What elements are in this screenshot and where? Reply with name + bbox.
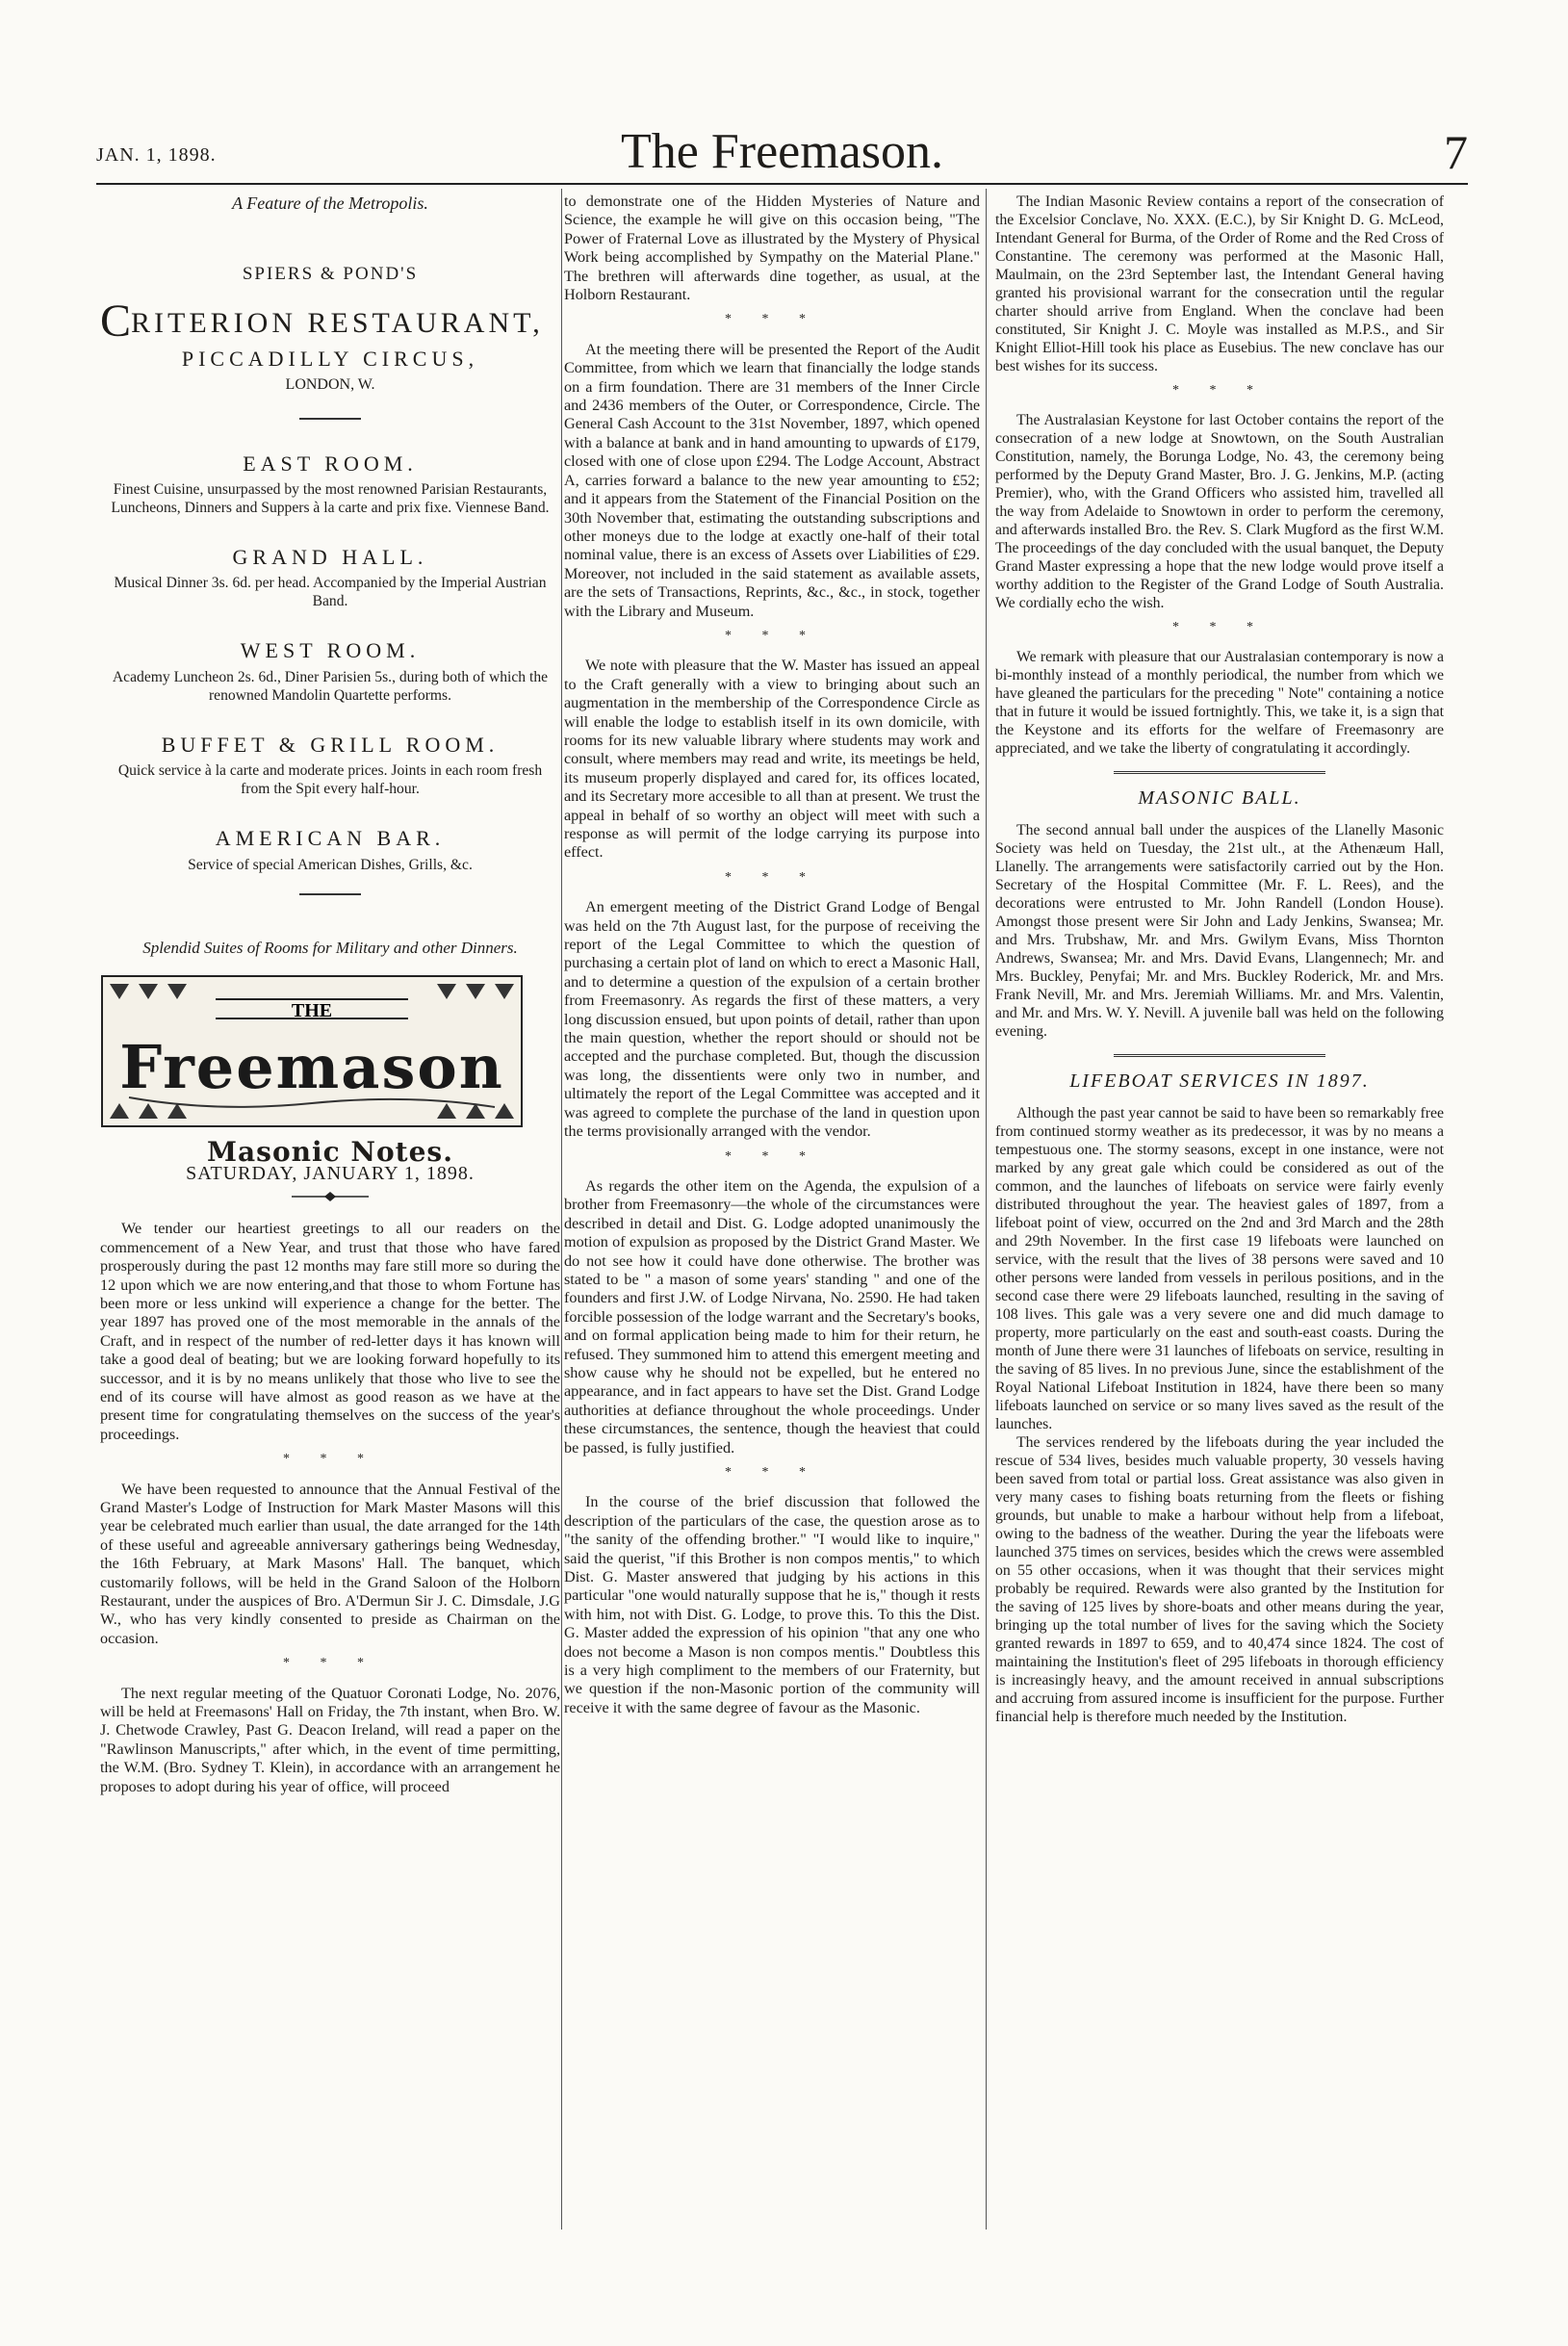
note-paragraph: An emergent meeting of the District Grand Lodge of Bengal was held on the 7th August last, for the purpose of receiving the report of the Legal Committee to which the question of purchasing a certain plot of land on which to erect a Masonic Hall, and to determine a question of the expulsion of a certain brother from Freemasonry. As regards the first of these matters, a very long discussion ensued, but upon points of detail, rather than upon the main question, whether the report should or should not be accepted and the purchase completed. But, though the discussion was long, the dissentients were only two in number, and ultimately the report of the Legal Committee was accepted and it was agreed to complete the purchase of the land in question upon the terms provisionally arranged with the vendor.: [564, 898, 980, 1141]
advert-proprietors: SPIERS & POND'S: [242, 264, 419, 285]
note-paragraph: The next regular meeting of the Quatuor Coronati Lodge, No. 2076, will be held at Freemasons' Hall on Friday, the 7th instant, when Bro. W. J. Chetwode Crawley, Past G. Deacon Ireland, will read a paper on the "Rawlinson Manuscripts," after which, in the event of time permitting, the W.M. (Bro. Sydney T. Klein), in accordance with an arrangement he proposes to adopt during his year of office, will proceed: [100, 1684, 560, 1795]
room-desc: Academy Luncheon 2s. 6d., Diner Parisien 5s., during both of which the renowned Mandolin Quartette performs.: [112, 668, 549, 704]
newspaper-title: The Freemason.: [620, 124, 943, 179]
star-divider: * * *: [725, 628, 819, 643]
advert-initial: C: [100, 295, 132, 347]
room-name: WEST ROOM.: [240, 638, 421, 663]
advert-feature-line: A Feature of the Metropolis.: [232, 193, 428, 213]
advert-closing: Splendid Suites of Rooms for Military and other Dinners.: [142, 938, 518, 957]
lifeboat-paragraph: Although the past year cannot be said to have been so remarkably free from continued stormy weather as its predecessor, it was by no means a tempestuous one. The stormy seasons, except in one instance, were not marked by any great gale which could be considered as out of the common, and the launches of lifeboats on service were fairly evenly distributed throughout the year. The heaviest gales of 1897, from a lifeboat point of view, occurred on the 2nd and 3rd March and the 28th and 29th November. In the first case 19 lifeboats were launched on service, with the result that the lives of 38 persons were saved and 10 other persons were landed from vessels in perilous positions, and in the second case there were 29 lifeboats launched, resulting in the saving of 108 lives. This gale was a very severe one and did much damage to property, more particularly on the east and south-east coasts. During the month of June there were 31 launches of lifeboats on service, resulting in the saving of 85 lives. In no previous June, since the establishment of the Royal National Lifeboat Institution in 1824, have there been so many lifeboats launched on service or so many lives saved as the result of the launches.: [995, 1105, 1444, 1432]
masthead-rule: [96, 183, 1468, 185]
lifeboat-paragraph: The services rendered by the lifeboats during the year included the rescue of 534 lives, besides much valuable property, 30 vessels having been saved from total or partial loss. Great assistance was also given in very many cases to fishing boats returning from the fleets or fishing grounds, but unable to make a harbour without help from a lifeboat, owing to the badness of the weather. During the year the lifeboats were launched 375 times on services, besides which the crews were assembled on 55 other occasions, when it was thought that their services might probably be required. Rewards were also granted by the Institution for the saving of 125 lives by shore-boats and other means during the year, bringing up the total number of lives for the saving which the Society granted rewards in 1897 to 659, and to 40,474 since 1824. The cost of maintaining the Institution's fleet of 295 lifeboats in thorough efficiency is increasingly heavy, and the amount received in annual subscriptions and accruing from assured income is insufficient for the purpose. Further financial help is therefore much needed by the Institution.: [995, 1434, 1444, 1725]
star-divider: * * *: [725, 312, 819, 327]
section-rule: [1114, 771, 1325, 774]
note-paragraph: The Indian Masonic Review contains a report of the consecration of the Excelsior Conclave, No. XXX. (E.C.), by Sir Knight D. G. McLeod, Intendant General for Burma, of the Order of Rome and the Red Cross of Constantine. The ceremony was performed at the Masonic Hall, Maulmain, on the 23rd September last, the Intendant General having granted his provisional warrant for the consecration until the regular charter should arrive from England. When the conclave had been constituted, Sir Knight J. C. Moyle was installed as M.P.S., and Sir Knight Elliot-Hill took his place as Eusebius. The new conclave has our best wishes for its success.: [995, 193, 1444, 374]
room-name: AMERICAN BAR.: [215, 826, 446, 851]
ball-paragraph: The second annual ball under the auspices of the Llanelly Masonic Society was held on Tuesday, the 21st ult., at the Athenæum Hall, Llanelly. The arrangements were satisfactorily carried out by the Hon. Secretary of the Hospital Committee (Mr. F. L. Rees), and the decorations were entrusted to Mr. John Randell (London House). Amongst those present were Sir John and Lady Jenkins, Swansea; Mr. and Mrs. Trubshaw, Mr. and Mrs. Gwilym Evans, Miss Thornton Andrews, Swansea; Mr. and Mrs. David Evans, Llangennech; Mr. and Mrs. Buckley, Penyfai; Mr. and Mrs. Buckley Roderick, Mr. and Mrs. Frank Nevill, Mr. and Mrs. Jeremiah Williams. Mr. and Mrs. Valentin, and Mr. and Mrs. W. Y. Nevill. A juvenile ball was held on the following evening.: [995, 822, 1444, 1040]
advert-city: LONDON, W.: [285, 376, 375, 394]
column-3: [995, 193, 1444, 1726]
masonic-ball-heading: MASONIC BALL.: [1138, 787, 1301, 809]
star-divider: * * *: [1172, 383, 1267, 398]
advert-location: PICCADILLY CIRCUS,: [181, 346, 479, 371]
column-rule-2: [986, 189, 987, 2230]
page-number: 7: [1444, 125, 1468, 179]
note-paragraph: In the course of the brief discussion that followed the description of the particulars of the case, the question arose as to "the sanity of the offending brother." "I would like to inquire," said the querist, "if this Brother is non compos mentis," to which Dist. G. Master answered that judging by his actions in this particular "one would naturally suppose that he is," though it rests with him, not with Dist. G. Lodge, to prove this. To this the Dist. G. Master added the expression of his opinion "that any one who does not become a Mason is non compos mentis." Doubtless this is a very high compliment to the members of our Fraternity, but we question if the non-Masonic portion of the community will receive it with the same degree of favour as the Masonic.: [564, 1493, 980, 1716]
lifeboat-heading: LIFEBOAT SERVICES IN 1897.: [1069, 1070, 1370, 1092]
ornamental-rule: [100, 1188, 560, 1206]
star-divider: * * *: [725, 869, 819, 885]
freemason-logo: [100, 974, 524, 1128]
advert-divider: [299, 418, 361, 420]
star-divider: * * *: [283, 1656, 377, 1671]
note-paragraph: We remark with pleasure that our Australasian contemporary is now a bi-monthly instead of a monthly periodical, the number from which we have gleaned the particulars for the preceding " Note" containing a notice that in future it would be issued fortnightly. This, we take it, is a sign that the Keystone and its efforts for the welfare of Freemasonry are appreciated, and we take the liberty of congratulating it accordingly.: [995, 649, 1444, 757]
masonic-notes-title: Masonic Notes.: [207, 1136, 453, 1169]
ornament-icon: [292, 1192, 369, 1201]
star-divider: * * *: [725, 1148, 819, 1164]
masonic-notes-date: SATURDAY, JANUARY 1, 1898.: [186, 1163, 475, 1185]
advert-restaurant-name: [100, 295, 560, 347]
advert-divider: [299, 893, 361, 895]
masthead: [96, 123, 1468, 185]
criterion-advert: [100, 194, 560, 959]
column-2: [564, 193, 980, 1717]
column-rule-1: [561, 189, 562, 2230]
room-name: GRAND HALL.: [232, 545, 428, 570]
note-paragraph: We tender our heartiest greetings to all our readers on the commencement of a New Year, and trust that those who have fared prosperously during the past 12 months may fare still more so during the 12 upon which we are now entering,and that those to whom Fortune has been more or less unkind will experience a change for the better. The year 1897 has proved one of the most memorable in the annals of the Craft, and in respect of the number of red-letter days it has known will take a good deal of beating; but we are looking forward hopefully to its successor, and it is by no means unlikely that those who live to see the end of its course will have almost as good reason as we have at the present time for congratulating themselves on the success of the year's proceedings.: [100, 1220, 560, 1443]
note-paragraph: At the meeting there will be presented the Report of the Audit Committee, from which we learn that financially the lodge stands on a firm foundation. There are 31 members of the Inner Circle and 2436 members of the Outer, or Correspondence, Circle. The General Cash Account to the 31st November, 1897, which opened with a balance at bank and in hand amounting to upwards of £179, closed with one of close upon £294. The Lodge Account, Abstract A, carries forward a balance to the new year amounting to £52; and it appears from the Statement of the Financial Position on the 30th November that, estimating the outstanding subscriptions and other moneys due to the lodge at exactly one-half of their total nominal value, there is an excess of Assets over Liabilities of £29. Moreover, not included in the said statement as available assets, are the sets of Transactions, Reprints, &c., &c., in stock, together with the Library and Museum.: [564, 340, 980, 620]
room-name: EAST ROOM.: [243, 451, 418, 476]
star-divider: * * *: [1172, 620, 1267, 634]
note-paragraph: We have been requested to announce that the Annual Festival of the Grand Master's Lodge of Instruction for Mark Master Masons will this year be celebrated much earlier than usual, the date arranged for the 14th of these useful and agreeable anniversary gatherings being Wednesday, the 16th February, at Mark Masons' Hall. The banquet, which customarily follows, will be held in the Grand Saloon of the Holborn Restaurant, under the auspices of Bro. A'Dermun Sir J. C. Dimsdale, J.G W., who has very kindly consented to preside as Chairman on the occasion.: [100, 1480, 560, 1647]
section-rule: [1114, 1054, 1325, 1057]
room-desc: Quick service à la carte and moderate prices. Joints in each room fresh from the Spit every half-hour.: [117, 762, 543, 798]
star-divider: * * *: [283, 1452, 377, 1467]
logo-big-text: Freemason: [119, 1031, 504, 1102]
logo-small-text: THE: [291, 999, 333, 1021]
note-paragraph: to demonstrate one of the Hidden Mysteries of Nature and Science, the example he will give on this occasion being, "The Power of Fraternal Love as illustrated by the Mystery of Physical Work being accomplished by Sympathy on the Material Plane." The brethren will afterwards dine together, as usual, at the Holborn Restaurant.: [564, 193, 980, 304]
advert-restaurant-rest: RITERION RESTAURANT,: [131, 306, 544, 339]
note-paragraph: The Australasian Keystone for last October contains the report of the consecration of a new lodge at Snowtown, on the South Australian Constitution, namely, the Borunga Lodge, No. 43, the ceremony being performed by the Deputy Grand Master, Bro. J. G. Jenkins, M.P. (acting Premier), who, with the Grand Officers who assisted him, travelled all the way from Adelaide to Snowtown in order to perform the ceremony, and afterwards installed Bro. the Rev. S. Clark Mugford as the first W.M. The proceedings of the day concluded with the usual banquet, the Deputy Grand Master expressing a hope that the new lodge would prove itself a worthy addition to the Register of the Grand Lodge of South Australia. We cordially echo the wish.: [995, 412, 1444, 611]
column-1: [100, 193, 560, 1796]
room-desc: Service of special American Dishes, Grills, &c.: [188, 856, 473, 873]
room-name: BUFFET & GRILL ROOM.: [161, 732, 500, 757]
issue-date: JAN. 1, 1898.: [96, 144, 217, 166]
star-divider: * * *: [725, 1465, 819, 1480]
room-desc: Musical Dinner 3s. 6d. per head. Accompanied by the Imperial Austrian Band.: [114, 575, 547, 610]
note-paragraph: As regards the other item on the Agenda, the expulsion of a brother from Freemasonry—the whole of the circumstances were described in detail and Dist. G. Lodge adopted unanimously the motion of expulsion as proposed by the District Grand Master. We do not see how it could have done otherwise. The brother was stated to be " a mason of some years' standing " and one of the founders and first J.W. of Lodge Nirvana, No. 2590. He had taken forcible possession of the lodge warrant and the Secretary's books, and on formal application being made to him for their return, he refused. They summoned him to attend this emergent meeting and show cause why he should not be expelled, but he entered no appearance, and in fact appears to have set the Dist. Grand Lodge authorities at defiance throughout the whole proceedings. Under these circumstances, the sentence, though the heaviest that could be passed, is fully justified.: [564, 1176, 980, 1457]
note-paragraph: We note with pleasure that the W. Master has issued an appeal to the Craft generally with a view to bringing about such an augmentation in the membership of the Correspondence Circle as will enable the lodge to establish itself in its own domicile, with rooms for its new valuable library where students may work and consult, where members may read and write, its meetings be held, its museum properly displayed and cared for, its offices located, and its Secretary more accesible to all than at present. We trust the appeal in behalf of so worthy an object will meet with such a response as will permit of the lodge carrying its purpose into effect.: [564, 657, 980, 862]
room-desc: Finest Cuisine, unsurpassed by the most renowned Parisian Restaurants, Luncheons, Dinners and Suppers à la carte and prix fixe. Viennese Band.: [111, 481, 550, 517]
